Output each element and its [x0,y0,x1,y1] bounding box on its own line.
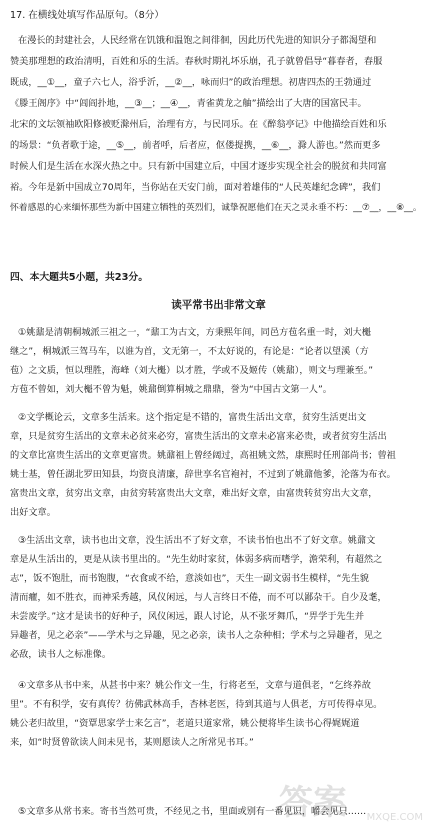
paragraph-3-line: 未尝废学。”这才是读书的好种子，风仪闲远，跟人讨论，从不张牙舞爪，“畀学于先生并 [10,611,365,622]
q17-line: 北宋的文坛领袖欧阳修被贬滁州后，治理有方，与民同乐。在《醉翁亭记》中他描绘百姓和乐 [10,119,387,130]
section-heading: 四、本大题共5小题，共23分。 [10,272,149,283]
paragraph-2-line: 姚士基，曾任湖北罗田知县，均资良清廉，辞世享名官袍衬，不过到了姚鼐他爹，沦落为布衣。 [10,469,396,480]
paragraph-3-line: 章是从生活出的，更是从读书里出的。“先生幼时家贫，体弱多病而嗜学，澹荣利，有超然之 [10,554,383,565]
paragraph-4-line: 来，如“时贤曾欲读人间未见书，某则愿读人之所常见书耳。” [10,737,254,748]
paragraph-1-line: 方苞不曾如，刘大櫆不曾为魁，姚鼐倒算桐城之鼎鼎，誉为“中国古文第一人”。 [10,384,332,395]
q17-line: 既成，__①__，童子六七人，浴乎沂，__②__，咏而归”的政治理想。初唐四杰的王勃通过 [10,77,372,88]
article-title: 读平常书出非常文章 [171,299,266,311]
q17-line: 怀着感恩的心来缅怀那些为新中国建立牺牲的英烈们，诚挚祝愿他们在天之灵永垂不朽：__⑦__，__⑧__。 [10,203,422,213]
paragraph-3-line: ③生活出文章，读书也出文章，没生活出不了好文章，不读书怕也出不了好文章。姚鼐文 [18,535,376,546]
q17-line: 裕。今年是新中国成立70周年，当你站在天安门前，面对着雄伟的“人民英雄纪念碑”，我们 [10,182,381,193]
q17-line: 时候人们是生活在水深火热之中。只有新中国建立后，中国才逐步实现全社会的脱贫和共同富 [10,161,387,172]
q17-line: 《滕王阁序》中“闾阎扑地，__③__；__④__，青雀黄龙之舳”描绘出了大唐的国富民丰。 [10,98,367,109]
q17-line: 赞美那理想的政治清明，百姓和乐的生活。春秋时期礼坏乐崩，孔子就曾倡导“暮春者，春服 [10,56,383,67]
paragraph-4-line: ④文章多从书中来，从甚书中来？姚公作文一生，行将老至，文章与道俱老，“乞终养故 [18,680,371,691]
paragraph-2-line: 出好文章。 [10,507,56,518]
paragraph-1-line: ①姚鼐是清朝桐城派三祖之一，“鼐工为古文，方秉熙年间，同邑方苞名重一时，刘大櫆 [18,327,371,338]
paragraph-3-line: 清而癯，如不胜衣，而神采秀越，风仪闲远，与人言终日不倦，而不可以鄙杂干。自少及耄， [10,592,387,603]
paragraph-3-line: 必敌，读书人之标准像。 [10,649,112,660]
paragraph-2-line: 的文章比富贵生活出的文章更富贵。姚鼐祖上曾经阔过，高祖姚文然，康熙时任刑部尚书；曾祖 [10,450,396,461]
watermark-url: MXQE.COM [366,812,423,823]
q17-line: 在漫长的封建社会，人民经常在饥饿和温饱之间徘徊，因此历代先进的知识分子都渴望和 [18,35,377,46]
paragraph-4-line: 姚公老归故里，“资覃思家学士来乞言”，老道只道家常，姚公便将毕生读书心得娓娓道 [10,718,360,729]
paragraph-1-line: 继之”，桐城派三驾马车，以谁为首，文无第一，不太好说的，有论是：“论者以望溪（方 [10,346,369,357]
paragraph-2-line: ②文学概论云，文章多生活来。这个指定是不错的，富贵生活出文章，贫穷生活更出文 [18,412,367,423]
question-17-heading: 17. 在横线处填写作品原句。（8分） [10,10,164,21]
watermark-logo [279,775,429,825]
paragraph-4-line: 里”。不有积学，安有真传？彷佛武林高手，杏林老医，待到其道与人俱老，方可传得卓见。 [10,699,383,710]
paragraph-2-line: 章，只是贫穷生活出的文章未必贫来必穷，富贵生活出的文章未必富来必贵，或者贫穷生活出 [10,431,387,442]
paragraph-3-line: 异趣者，见之必亲”——学术与之异趣，见之必亲，读书人之杂种相；学术与之异趣者，见之 [10,630,383,641]
watermark-text: 答案 [279,783,347,823]
paragraph-1-line: 苞）之文质，恒以理胜，海峰（刘大櫆）以才胜，学或不及姬传（姚鼐），则文与理兼至。” [10,365,374,376]
paragraph-2-line: 富贵出文章，贫穷出文章，由贫穷转富贵出大文章，难出好文章，由富贵转贫穷出大文章， [10,488,378,499]
paragraph-3-line: 志”，饭不饱肚，而书饱腹，“衣食或不给，意淡如也”，天生一副文弱书生模样，“先生貌 [10,573,369,584]
q17-line: 的场景：“负者歌于途，__⑤__，前者呼，后者应，伛偻提携，__⑥__，滁人游也。”然而更多 [10,140,381,151]
paragraph-5-line: ⑤文章多从常书来。寄书当然可贵，不经见之书，里面或别有一番见识，嚼会见只…… [18,806,367,817]
